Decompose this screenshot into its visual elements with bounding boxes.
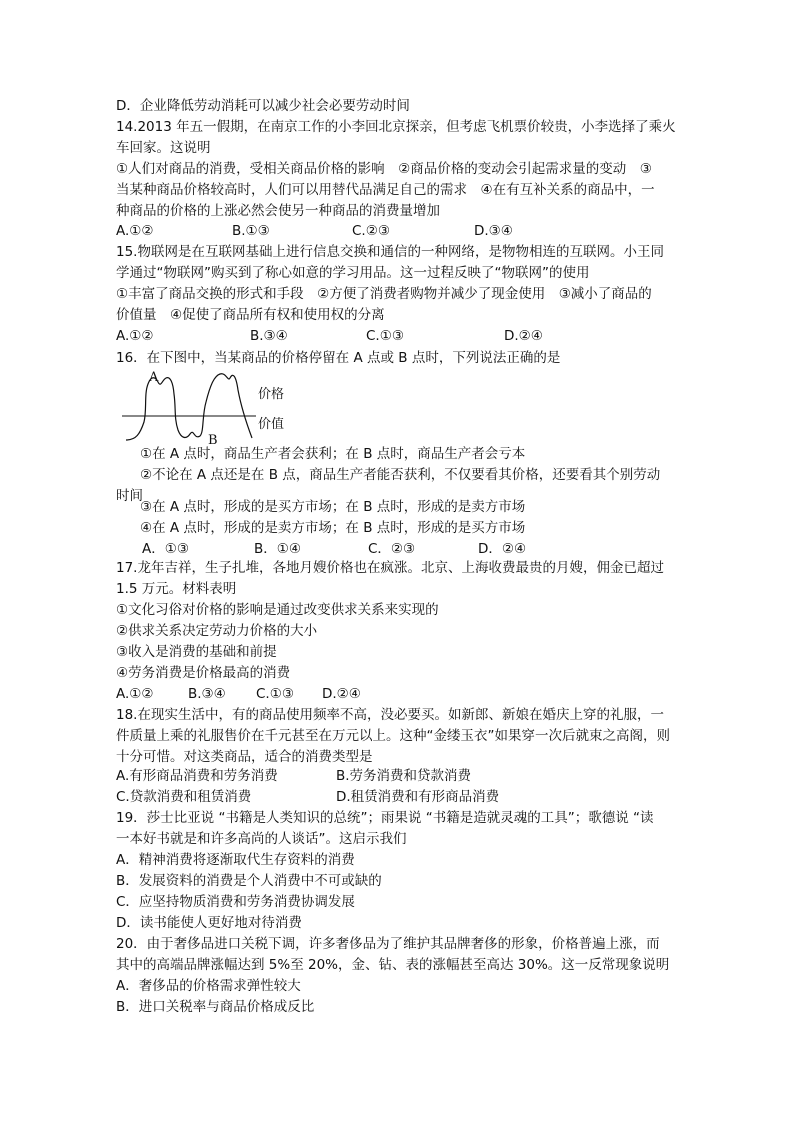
price-axis-label: 价格 — [258, 387, 285, 402]
q19-option-c[interactable]: C．应坚持物质消费和劳务消费协调发展 — [116, 894, 355, 910]
price-curve — [126, 374, 252, 440]
q13-option-d: D．企业降低劳动消耗可以减少社会必要劳动时间 — [116, 98, 410, 114]
q17-option-c[interactable]: C.①③ — [256, 686, 294, 702]
q14-option-d[interactable]: D.③④ — [474, 223, 513, 239]
q20-stem-line-1: 20．由于奢侈品进口关税下调，许多奢侈品为了维护其品牌奢侈的形象，价格普遍上涨，而 — [116, 936, 660, 952]
point-b-label: B — [208, 433, 218, 448]
q16-option-a[interactable]: A．①③ — [142, 541, 189, 557]
q16-stem: 16．在下图中，当某商品的价格停留在 A 点或 B 点时，下列说法正确的是 — [116, 350, 561, 366]
q17-statement-1: ①文化习俗对价格的影响是通过改变供求关系来实现的 — [116, 602, 439, 618]
q15-stem-line-2: 学通过“物联网”购买到了称心如意的学习用品。这一过程反映了“物联网”的使用 — [116, 265, 590, 281]
q17-statement-4: ④劳务消费是价格最高的消费 — [116, 665, 291, 681]
q18-stem-line-2: 件质量上乘的礼服售价在千元甚至在万元以上。这种“金缕玉衣”如果穿一次后就束之高阁，则 — [116, 728, 670, 744]
point-a-label: A — [149, 370, 159, 385]
q19-option-b[interactable]: B．发展资料的消费是个人消费中不可或缺的 — [116, 873, 382, 889]
q20-stem-line-2: 其中的高端品牌涨幅达到 5%至 20%，金、钻、表的涨幅甚至高达 30%。这一反常现象说明 — [116, 957, 670, 973]
q15-stem-line-1: 15.物联网是在互联网基础上进行信息交换和通信的一种网络，是物物相连的互联网。小王同 — [116, 244, 664, 260]
q16-option-b[interactable]: B．①④ — [254, 541, 301, 557]
q14-stem-line-1: 14.2013 年五一假期，在南京工作的小李回北京探亲，但考虑飞机票价较贵，小李选择了乘火 — [116, 119, 676, 135]
q18-stem-line-1: 18.在现实生活中，有的商品使用频率不高，没必要买。如新郎、新娘在婚庆上穿的礼服，一 — [116, 707, 664, 723]
q16-statement-3: ③在 A 点时，形成的是买方市场；在 B 点时，形成的是卖方市场 — [140, 499, 526, 515]
q15-option-d[interactable]: D.②④ — [504, 328, 543, 344]
q18-option-a[interactable]: A.有形商品消费和劳务消费 — [116, 768, 278, 784]
q20-option-a[interactable]: A．奢侈品的价格需求弹性较大 — [116, 978, 301, 994]
q14-stem-line-2: 车回家。这说明 — [116, 140, 211, 156]
q19-stem-line-1: 19．莎士比亚说 “书籍是人类知识的总统”；雨果说 “书籍是造就灵魂的工具”；歌德说 “读 — [116, 810, 654, 826]
q16-option-d[interactable]: D．②④ — [478, 541, 527, 557]
q19-stem-line-2: 一本好书就是和许多高尚的人谈话”。这启示我们 — [116, 831, 407, 847]
q20-option-b[interactable]: B．进口关税率与商品价格成反比 — [116, 999, 315, 1015]
q16-statement-1: ①在 A 点时，商品生产者会获利；在 B 点时，商品生产者会亏本 — [140, 446, 526, 462]
q15-option-b[interactable]: B.③④ — [250, 328, 288, 344]
q14-statement-line-2: 当某种商品价格较高时，人们可以用替代品满足自己的需求 ④在有互补关系的商品中，一 — [116, 182, 655, 198]
q14-option-a[interactable]: A.①② — [116, 223, 154, 239]
q18-option-b[interactable]: B.劳务消费和贷款消费 — [336, 768, 472, 784]
q15-option-c[interactable]: C.①③ — [366, 328, 404, 344]
q14-statement-line-3: 种商品的价格的上涨必然会使另一种商品的消费量增加 — [116, 203, 440, 219]
q18-option-d[interactable]: D.租赁消费和有形商品消费 — [336, 789, 500, 805]
q17-stem-line-2: 1.5 万元。材料表明 — [116, 581, 237, 597]
q14-option-b[interactable]: B.①③ — [232, 223, 270, 239]
value-axis-label: 价值 — [258, 417, 285, 432]
q17-statement-3: ③收入是消费的基础和前提 — [116, 644, 277, 660]
q17-statement-2: ②供求关系决定劳动力价格的大小 — [116, 623, 318, 639]
q14-option-c[interactable]: C.②③ — [352, 223, 390, 239]
q16-statement-2-line-1: ②不论在 A 点还是在 B 点，商品生产者能否获利，不仅要看其价格，还要看其个别劳动 — [140, 467, 661, 483]
q18-stem-line-3: 十分可惜。对这类商品，适合的消费类型是 — [116, 749, 373, 765]
q15-statement-line-2: 价值量 ④促使了商品所有权和使用权的分离 — [116, 307, 385, 323]
q17-option-b[interactable]: B.③④ — [188, 686, 226, 702]
q16-option-c[interactable]: C．②③ — [368, 541, 416, 557]
price-value-graph — [118, 368, 308, 448]
q19-option-a[interactable]: A．精神消费将逐渐取代生存资料的消费 — [116, 852, 355, 868]
q17-option-a[interactable]: A.①② — [116, 686, 154, 702]
q15-statement-line-1: ①丰富了商品交换的形式和手段 ②方便了消费者购物并减少了现金使用 ③减小了商品的 — [116, 286, 652, 302]
q17-option-d[interactable]: D.②④ — [322, 686, 361, 702]
q19-option-d[interactable]: D．读书能使人更好地对待消费 — [116, 915, 302, 931]
q18-option-c[interactable]: C.贷款消费和租赁消费 — [116, 789, 252, 805]
q16-statement-2-line-2: 时间 — [116, 488, 143, 504]
q14-statement-line-1: ①人们对商品的消费，受相关商品价格的影响 ②商品价格的变动会引起需求量的变动 ③ — [116, 161, 652, 177]
q17-stem-line-1: 17.龙年吉祥，生子扎堆，各地月嫂价格也在疯涨。北京、上海收费最贵的月嫂，佣金已超过 — [116, 560, 664, 576]
q15-option-a[interactable]: A.①② — [116, 328, 154, 344]
q16-statement-4: ④在 A 点时，形成的是卖方市场；在 B 点时，形成的是买方市场 — [140, 520, 526, 536]
